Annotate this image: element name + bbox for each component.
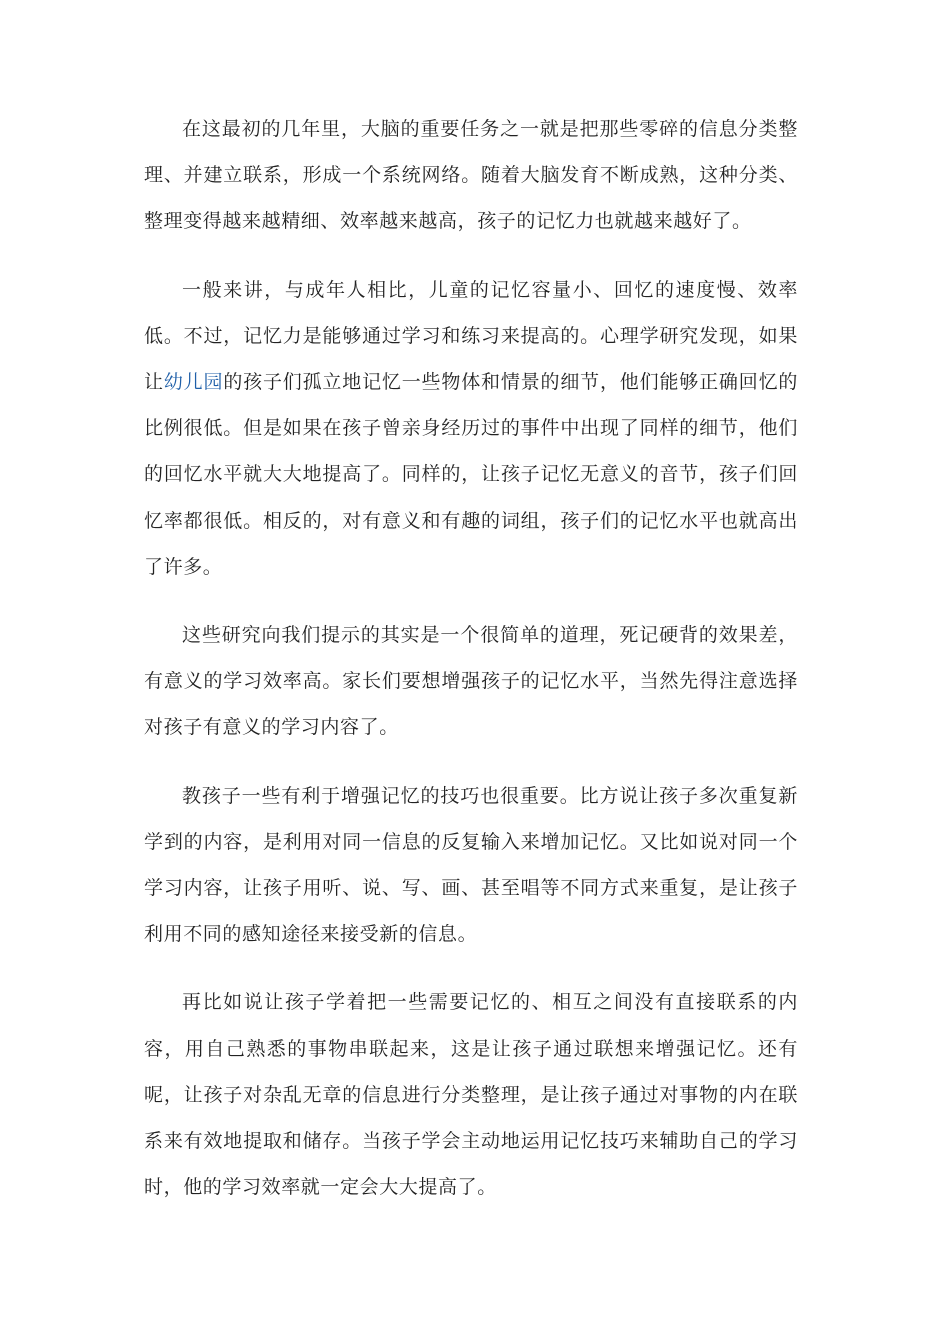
paragraph-association: [144, 979, 798, 1210]
paragraph-text: 在这最初的几年里，大脑的重要任务之一就是把那些零碎的信息分类整理、并建立联系，形成一个系统网络。随着大脑发育不断成熟，这种分类、整理变得越来越精细、效率越来越高，孩子的记忆力也就越来越好了。: [144, 118, 798, 233]
paragraph-brain-development: [144, 106, 798, 245]
paragraph-child-memory: [144, 267, 798, 590]
paragraph-text-before-link: 一般来讲，与成年人相比，儿童的记忆容量小、回忆的速度慢、效率低。不过，记忆力是能够通过学习和练习来提高的。心理学研究发现，如果让: [144, 278, 798, 394]
paragraph-text-after-link: 的孩子们孤立地记忆一些物体和情景的细节，他们能够正确回忆的比例很低。但是如果在孩子曾亲身经历过的事件中出现了同样的细节，他们的回忆水平就大大地提高了。同样的，让孩子记忆无意义的音节，孩子们回忆率都很低。相反的，对有意义和有趣的词组，孩子们的记忆水平也就高出了许多。: [144, 371, 798, 578]
paragraph-text: 再比如说让孩子学着把一些需要记忆的、相互之间没有直接联系的内容，用自己熟悉的事物串联起来，这是让孩子通过联想来增强记忆。还有呢，让孩子对杂乱无章的信息进行分类整理，是让孩子通过对事物的内在联系来有效地提取和储存。当孩子学会主动地运用记忆技巧来辅助自己的学习时，他的学习效率就一定会大大提高了。: [144, 991, 798, 1199]
paragraph-memory-techniques: [144, 773, 798, 958]
paragraph-text: 这些研究向我们提示的其实是一个很简单的道理，死记硬背的效果差，有意义的学习效率高。家长们要想增强孩子的记忆水平，当然先得注意选择对孩子有意义的学习内容了。: [144, 624, 798, 739]
paragraph-text: 教孩子一些有利于增强记忆的技巧也很重要。比方说让孩子多次重复新学到的内容，是利用对同一信息的反复输入来增加记忆。又比如说对同一个学习内容，让孩子用听、说、写、画、甚至唱等不同方式来重复，是让孩子利用不同的感知途径来接受新的信息。: [144, 784, 798, 946]
paragraph-meaningful-learning: [144, 612, 798, 751]
document-body: [144, 106, 798, 1232]
kindergarten-link[interactable]: 幼儿园: [163, 371, 224, 394]
